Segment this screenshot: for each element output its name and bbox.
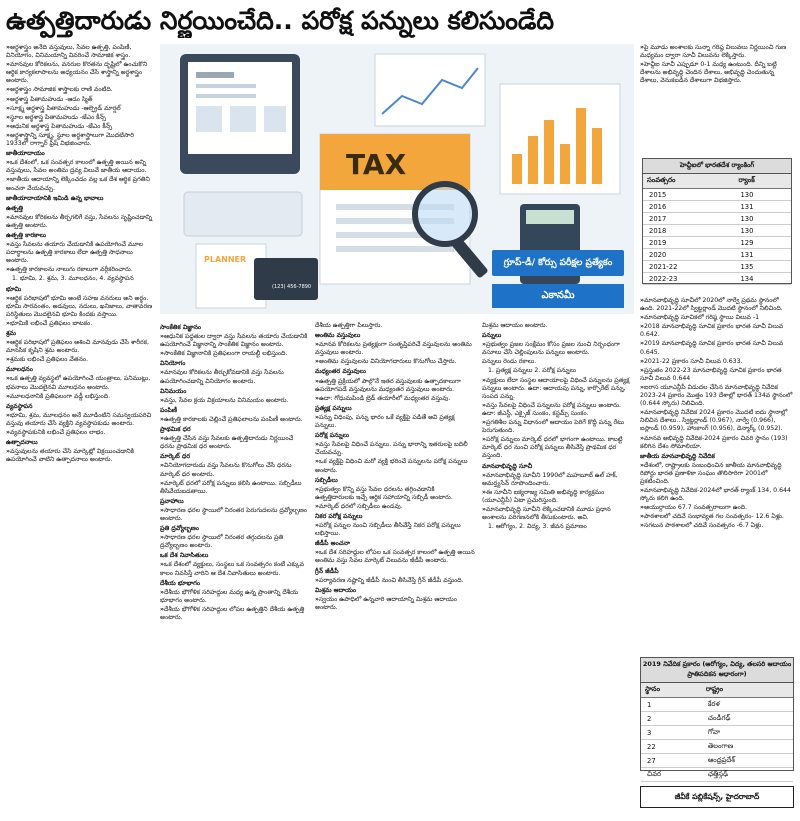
table-cell: 22 — [641, 740, 702, 754]
paragraph: » 2019 మానవాభివృద్ధి సూచిక ప్రకారం భారత సూచీ విలువ 0.645. — [640, 340, 794, 356]
year-rank-row — [643, 225, 791, 237]
paragraph: » మానవాభివృద్ధి సూచికలో గరిష్ఠ స్థాయి విలువ -1 — [640, 314, 794, 322]
paragraph: » పరోక్ష పన్నులు మార్కెట్ ధరలో భాగంగా ఉంటాయి. కాబట్టి మార్కెట్ ధర నుంచి పరోక్ష పన్నులు తీసివేస్తే ప్రాథమిక ధర వస్తుంది. — [482, 436, 632, 460]
paragraph: » వస్తు సేవలను తయారు చేయడానికి ఉపయోగించే మూల పదార్థాలను ఉత్పత్తి కారకాలు లేదా ఉత్పత్తి సాధనాలు అంటారు. — [6, 241, 154, 265]
paragraph: » ఒక దేశ సరిహద్దుల లోపల ఒక సంవత్సర కాలంలో ఉత్పత్తి అయిన అంతిమ వస్తు సేవల మార్కెట్ విలువను జీడీపీ అంటారు. — [315, 549, 475, 565]
paragraph: » ఆధునిక అర్థశాస్త్ర పితామహుడు -జేఎం కీన్స్ — [6, 123, 154, 131]
paragraph: 1. భూమి, 2. శ్రమ, 3. మూలధనం, 4. వ్యవస్థాపన — [12, 275, 134, 283]
paragraph: » స్థూల అర్థశాస్త్ర పితామహుడు -జేఎం కీన్స్ — [6, 114, 154, 122]
section-heading: ప్రాథమిక ధర — [160, 426, 191, 434]
paragraph: » దేశంలో, రాష్ట్రాలకు సంబంధించిన జాతీయ మానవాభివృద్ధి రిపోర్టు భారత ప్రణాళికా సంఘం తొలిసారిగా 2001లో ప్రకటించింది. — [640, 462, 794, 486]
paragraph: » ఐరాస యూఎన్డీపీ విడుదల చేసిన మానవాభివృద్ధి నివేదిక 2023-24 ప్రకారం మొత్తం 193 దేశాల్లో భారత్ 134వ స్థానంలో (0.644 స్కోరు) నిలిచింది. — [640, 384, 794, 408]
paragraph: » వస్తువులను తయారు చేసి మార్కెట్లో విక్రయించడానికి ఉపయోగించే వాటిని ఉత్పాదనాలు అంటారు. — [6, 448, 154, 464]
paragraph: » 2021-22 ప్రకారం సూచీ విలువ 0.633. — [640, 358, 794, 366]
section-heading: వినిమయం — [160, 387, 187, 395]
table-cell: కేరళ — [702, 698, 793, 712]
state-ranking-title: 2019 నివేదిక ప్రకారం (ఆరోగ్యం, విద్య, తలసరి ఆదాయం ప్రాతిపదికన ఆధారంగా) — [641, 658, 793, 683]
badge-group-d: గ్రూప్-డీ/ కోర్సు పరీక్షల ప్రత్యేకం — [492, 250, 624, 276]
table-cell: 2015 — [643, 189, 734, 201]
section-heading: ఉత్పత్తి — [6, 204, 23, 212]
paragraph: » ఒక వ్యక్తిపై విధించి మరో వ్యక్తి భరించే పన్నులను పరోక్ష పన్నులు అంటారు. — [315, 458, 475, 474]
table-cell: 135 — [734, 261, 791, 273]
state-row — [641, 754, 793, 768]
section-heading: దేశీయ భూభాగం — [160, 579, 201, 587]
col-header-year: సంవత్సరం — [643, 174, 734, 189]
section-heading: అంతిమ వస్తువులు — [315, 332, 361, 340]
paragraph: » అంతిమ వస్తువులను వినియోగదారులు కొనుగోలు చేస్తారు. — [315, 358, 475, 366]
paragraph: » మానవుల కోరికలను, వనరుల కొరతను దృష్టిలో ఉంచుకొని ఆర్థిక కార్యకలాపాలను అధ్యయనం చేసే శాస్త్రాన్ని అర్థశాస్త్రం అంటారు. — [6, 61, 154, 85]
paragraph: మిశ్రమ ఆదాయం అంటారు. — [482, 322, 548, 329]
section-heading: పంపిణీ — [160, 406, 178, 414]
paragraph: » ఒక దేశంలో, ఒక సంవత్సర కాలంలో ఉత్పత్తి అయిన అన్ని వస్తువులు, సేవల అంతిమ ద్రవ్య విలువే జాతీయ ఆదాయం. — [6, 159, 154, 175]
section-heading: వినియోగం — [160, 360, 186, 368]
paragraph: » భూమి, శ్రమ, మూలధనం అనే మూడింటిని సమన్వయపరిచి వస్తువు తయారు చేసే వ్యక్తిని వ్యవస్థాపకుడు అంటారు. — [6, 412, 154, 428]
paragraph: » ఒక దేశంలో వ్యక్తులు, సంస్థలు ఒక సంవత్సరం కంటే ఎక్కువ కాలం నివసిస్తే వారిని ఆ దేశ నివాసితులు అంటారు. — [160, 561, 308, 577]
table-cell: 2018 — [643, 225, 734, 237]
paragraph: » అర్థశాస్త్రాన్ని సూక్ష్మ, స్థూల అర్థశాస్త్రాలుగా మొదటిసారి 1933లో రాగ్నార్ ఫ్రిష్ విభజించారు. — [6, 132, 154, 148]
paragraph: » మానవాభివృద్ధి సూచీలో 2020లో నార్వే ప్రథమ స్థానంలో ఉంది. 2021-22లో స్విట్జర్లాండ్ మొదటి స్థానంలో నిలిచింది. — [640, 297, 794, 313]
table-cell: ఛత్తీస్గఢ్ — [702, 768, 793, 782]
paragraph: 1. ఆరోగ్యం, 2. విద్య, 3. జీవన ప్రమాణం — [488, 523, 587, 531]
section-heading: మానవాభివృద్ధి సూచీ — [482, 462, 533, 470]
article-column-3 — [315, 322, 475, 814]
section-heading: పరోక్ష పన్నులు — [315, 432, 350, 440]
table-cell: 2022-23 — [643, 273, 734, 285]
paragraph: » సగటున పాఠశాలలో చదివే సంవత్సరం -6.7 ఏళ్లు. — [640, 522, 794, 530]
article-column-2 — [160, 322, 308, 814]
paragraph: » మానవుల కోరికలను తీర్చగలిగే వస్తు, సేవలను సృష్టించడాన్ని ఉత్పత్తి అంటారు. — [6, 214, 154, 230]
table-cell: 2019 — [643, 237, 734, 249]
paragraph: » ప్రగతిశీల పన్ను విధానంలో ఆదాయం పెరిగే కొద్దీ పన్ను రేటు పెరుగుతుంది. — [482, 419, 632, 435]
section-heading: శ్రమ — [6, 330, 16, 337]
paragraph: » హెచ్డీఐ సూచీ ఎప్పుడూ 0-1 మధ్య ఉంటుంది. దీన్ని బట్టి దేశాలను అభివృద్ధి చెందిన దేశాలు, అభివృద్ధి చెందుతున్న దేశాలు, వెనుకబడిన దేశాలుగా విభజిస్తారు. — [640, 61, 794, 85]
paragraph: » ఉత్పత్తి కారకాలకు చెల్లించే ప్రతిఫలాలను పంపిణీ అంటారు. — [160, 416, 308, 424]
table-cell: ఆంధ్రప్రదేశ్ — [702, 754, 793, 768]
paragraph: » అర్థశాస్త్రం సామాజిక శాస్త్రాలకు రాణి వంటిది. — [6, 86, 154, 94]
section-heading: గ్రీన్ జీడీపీ — [315, 567, 339, 575]
paragraph: » వస్తు సేవలపై విధించే పన్నులు. పన్ను భారాన్ని ఇతరులపై బదిలీ చేయవచ్చు. — [315, 441, 475, 457]
table-cell: 3 — [641, 726, 702, 740]
section-heading: జాతీయాదాయానికి ఇమిడి ఉన్న భావాలు — [6, 194, 104, 202]
table-cell: 2 — [641, 712, 702, 726]
paragraph: » ఆధునిక పద్ధతుల ద్వారా వస్తు సేవలను తయారు చేయడానికి ఉపయోగించే విజ్ఞానాన్ని సాంకేతిక విజ్ఞానం అంటారు. — [160, 333, 308, 349]
section-heading: జాతీయాదాయం — [6, 150, 45, 158]
year-rank-row — [643, 249, 791, 261]
table-cell: 2020 — [643, 249, 734, 261]
section-heading: నికర పరోక్ష పన్నులు — [315, 512, 363, 520]
paragraph: » మానవ కోరికలను ప్రత్యక్షంగా సంతృప్తిపరిచే వస్తువులను అంతిమ వస్తువులు అంటారు. — [315, 341, 475, 357]
section-heading: మూలధనం — [6, 366, 33, 374]
paragraph: » ఆర్థిక పరిభాషలో భూమి అంటే సహజ వనరులు అని అర్థం. భూమి సారవంతం, అడవులు, నదులు, ఖనిజాలు, వాతావరణ పరిస్థితులు మొదలైనవి భూమి కిందకు వస్తాయి. — [6, 295, 154, 319]
table-cell: చండీగఢ్ — [702, 712, 793, 726]
state-ranking-table — [640, 657, 794, 778]
table-cell: 131 — [734, 201, 791, 213]
table-cell: గోవా — [702, 726, 793, 740]
tax-text: TAX — [346, 148, 407, 181]
paragraph: » వ్యవస్థాపకునికి లభించే ప్రతిఫలం లాభం. — [6, 429, 154, 437]
state-row — [641, 698, 793, 712]
table-cell: 1 — [641, 698, 702, 712]
headline: ఉత్పత్తిదారుడు నిర్ణయించేది.. పరోక్ష పన్నులు కలిసుండేది — [6, 6, 555, 35]
table-cell: 130 — [734, 225, 791, 237]
paragraph: » శ్రమకు లభించే ప్రతిఫలం వేతనం. — [6, 356, 154, 364]
paragraph: » మానవాభివృద్ధి నివేదిక-2024లో భారత్ ర్యాంక్ 134, 0.644 స్కోరు కలిగి ఉంది. — [640, 487, 794, 503]
state-row — [641, 740, 793, 754]
year-rank-row — [643, 273, 791, 285]
paragraph: » ఉత్పత్తి చేసిన వస్తు సేవలకు ఉత్పత్తిదారుడు నిర్ణయించే ధరను ప్రాథమిక ధర అంటారు. — [160, 435, 308, 451]
paragraph: » మానవాభివృద్ధి నివేదిక 2024 ప్రకారం మొదటి ఐదు స్థానాల్లో నిలిచిన దేశాలు.. స్విట్జర్లాండ్ (0.967), నార్వే (0.966), ఐస్లాండ్ (0.959), హాంకాంగ్ (0.956), డెన్మార్క్ (0.952). — [640, 409, 794, 433]
paragraph: » ఈ సూచీని ఐక్యరాజ్య సమితి అభివృద్ధి కార్యక్రమం (యూఎన్డీపీ) ఏటా ప్రచురిస్తుంది. — [482, 489, 632, 505]
section-heading: మార్కెట్ ధర — [160, 453, 191, 461]
section-heading: ప్రతి ద్రవ్యోల్బణం — [160, 525, 200, 533]
paragraph: » స్వయం ఉపాధిలో ఉన్నవారి ఆదాయాన్ని మిశ్రమ ఆదాయం అంటారు. — [315, 596, 475, 612]
paragraph: » పన్ను విధింపు, పన్ను భారం ఒకే వ్యక్తిపై పడితే అవి ప్రత్యక్ష పన్నులు. — [315, 414, 475, 430]
table-cell: తెలంగాణ — [702, 740, 793, 754]
paragraph: » మానవ అభివృద్ధి నివేదిక-2024 ప్రకారం చివరి స్థానం (193) కలిగిన దేశం సోమాలియా. — [640, 435, 794, 451]
year-rank-row — [643, 189, 791, 201]
hdi-ranking-title: హెచ్డీఐలో భారతదేశ ర్యాంకింగ్ — [643, 159, 791, 174]
paragraph: » ఒక ఉత్పత్తి వ్యవస్థలో ఉపయోగించే యంత్రాలు, పనిముట్లు, భవనాలు మొదలైనవి మూలధనం అంటారు. — [6, 375, 154, 391]
section-heading: ఉత్పాదనాలు — [6, 439, 38, 447]
paragraph: » మార్కెట్ ధరలో పరోక్ష పన్నులు కలిసి ఉంటాయి. సబ్సిడీలు తీసివేయబడతాయి. — [160, 480, 308, 496]
paragraph: » పై మూడు అంశాలకు సున్నా గరిష్ఠ విలువలు నిర్ణయించి గుణ మధ్యమం ద్వారా సూచీ విలువను లెక్కిస్తారు. — [640, 44, 794, 60]
publisher-credit: జీవీకే పబ్లికేషన్స్, హైదరాబాద్ — [640, 786, 794, 808]
paragraph: » ఆయుర్దాయం 67.7 సంవత్సరాలుగా ఉంది. — [640, 504, 794, 512]
paragraph: » మూలధనానికి ప్రతిఫలంగా వడ్డీ లభిస్తుంది. — [6, 393, 154, 401]
state-row — [641, 712, 793, 726]
table-cell: 131 — [734, 249, 791, 261]
paragraph: పన్నులు రెండు రకాలు. — [482, 358, 537, 366]
paragraph: » ఉదా: గోధుమపిండి బ్రెడ్ తయారీలో మధ్యంతర వస్తువు. — [315, 395, 475, 403]
table-cell: 2017 — [643, 213, 734, 225]
paragraph: » మార్కెట్ ధరలో సబ్సిడీలు ఉండవు. — [315, 503, 475, 511]
state-row — [641, 768, 793, 782]
paragraph: » దేశీయ భౌగోళిక సరిహద్దుల మధ్య ఉన్న ప్రాంతాన్ని దేశీయ భూభాగం అంటారు. — [160, 589, 308, 605]
paragraph: » సూక్ష్మ అర్థశాస్త్ర పితామహుడు -ఆల్ఫ్రెడ్ మార్షల్ — [6, 105, 154, 113]
card-text: (123) 456-7890 — [272, 284, 312, 290]
section-heading: వ్యవస్థాపన — [6, 402, 33, 410]
col-header-position: స్థానం — [641, 683, 702, 698]
year-rank-row — [643, 201, 791, 213]
col-header-state: రాష్ట్రం — [702, 683, 793, 698]
section-heading: సబ్సిడీలు — [315, 476, 338, 484]
col-header-rank: ర్యాంక్ — [734, 174, 791, 189]
badge-economy: ఎకానమీ — [492, 284, 624, 308]
section-heading: జాతీయ మానవాభివృద్ధి నివేదిక — [640, 452, 715, 460]
year-rank-row — [643, 213, 791, 225]
article-column-6 — [640, 297, 794, 572]
paragraph: » వస్తు, సేవల క్రయ విక్రయాలను వినిమయం అంటారు. — [160, 397, 308, 405]
section-heading: పన్నులు — [482, 332, 502, 340]
magnifier-icon — [415, 184, 475, 244]
planner-text: PLANNER — [204, 255, 247, 264]
year-rank-row — [643, 261, 791, 273]
table-cell: 129 — [734, 237, 791, 249]
paragraph: » భూమికి లభించే ప్రతిఫలం బాటకం. — [6, 320, 154, 328]
section-heading: మిశ్రమ ఆదాయం — [315, 586, 357, 594]
section-heading: మధ్యంతర వస్తువులు — [315, 368, 366, 376]
table-cell: 130 — [734, 213, 791, 225]
paragraph: » మానవాభివృద్ధి సూచీని 1990లో మహబూబ్ ఉల్ హక్, అమర్త్యసేన్ రూపొందించారు. — [482, 472, 632, 488]
paragraph: » మానవాభివృద్ధి సూచీని లెక్కించడానికి మూడు ప్రధాన అంశాలను పరిగణనలోకి తీసుకుంటారు. అవి. — [482, 506, 632, 522]
paragraph: » అర్థశాస్త్రం అనేది వస్తువులు, సేవల ఉత్పత్తి, పంపిణీ, వినియోగం, వినిమయాన్ని వివరించే సామాజిక శాస్త్రం. — [6, 44, 154, 60]
paragraph: » దేశీయ భౌగోళిక సరిహద్దుల లోపల ఉత్పత్తిని దేశీయ ఉత్పత్తి అంటారు. — [160, 606, 308, 622]
section-heading: ప్రవాహాలు — [160, 497, 184, 505]
state-row — [641, 726, 793, 740]
hdi-ranking-table — [642, 158, 792, 284]
paragraph: » అర్థశాస్త్ర పితామహుడు -ఆడం స్మిత్ — [6, 96, 154, 104]
paragraph: » మానవుల కోరికలను తీర్చుకోవడానికి వస్తు సేవలను ఉపయోగించడాన్ని వినియోగం అంటారు. — [160, 369, 308, 385]
paragraph: » ప్రభుత్వం ప్రజల సంక్షేమం కోసం ప్రజల నుంచి నిర్బంధంగా వసూలు చేసే చెల్లింపులను పన్నులు అంటారు. — [482, 341, 632, 357]
table-cell: 130 — [734, 189, 791, 201]
paragraph: » ఉత్పత్తి కారకాలను నాలుగు రకాలుగా వర్గీకరించారు. — [6, 266, 154, 274]
paragraph: » 2018 మానవాభివృద్ధి సూచిక ప్రకారం భారత సూచీ విలువ 0.642. — [640, 323, 794, 339]
paragraph: » పాఠశాలలో చదివే సంభావ్యత గల సంవత్సరం- 12.6 ఏళ్లు. — [640, 513, 794, 521]
paragraph: » ఉత్పత్తి ప్రక్రియలో పాల్గొనే ఇతర వస్తువులకు ఉత్పాదకాలుగా ఉపయోగపడే వస్తువులను మధ్యంతర వస్తువులు అంటారు. — [315, 378, 475, 394]
table-cell: 2016 — [643, 201, 734, 213]
paragraph: » పర్యావరణ నష్టాన్ని జీడీపీ నుంచి తీసివేస్తే గ్రీన్ జీడీపీ వస్తుంది. — [315, 577, 475, 585]
paragraph: » సాధారణ ధరల స్థాయిలో నిరంతర తగ్గుదలను ప్రతి ద్రవ్యోల్బణం అంటారు. — [160, 534, 308, 550]
article-column-4 — [482, 322, 632, 814]
paragraph: » ఆర్థిక పరిభాషలో ప్రతిఫలం ఆశించి మానవుడు చేసే శారీరక, మానసిక కృషిని శ్రమ అంటారు. — [6, 339, 154, 355]
section-heading: జీడీపీ అంచనా — [315, 540, 350, 548]
paragraph: దేశీయ ఉత్పత్తిగా పిలుస్తారు. — [315, 322, 383, 329]
section-heading: భూమి — [6, 285, 22, 293]
paragraph: 1. ప్రత్యక్ష పన్నులు 2. పరోక్ష పన్నులు — [488, 367, 577, 375]
paragraph: » ప్రభుత్వం కొన్ని వస్తు సేవల ధరలను తగ్గించడానికి ఉత్పత్తిదారులకు ఇచ్చే ఆర్థిక సహాయాన్ని సబ్సిడీ అంటారు. — [315, 486, 475, 502]
table-cell: 2021-22 — [643, 261, 734, 273]
paragraph: » సాంకేతిక విజ్ఞానానికి ప్రతిఫలంగా రాయల్టీ లభిస్తుంది. — [160, 350, 308, 358]
paragraph: » పరోక్ష పన్నుల నుంచి సబ్సిడీలు తీసివేస్తే నికర పరోక్ష పన్నులు లభిస్తాయి. — [315, 522, 475, 538]
table-cell: చివర — [641, 768, 702, 782]
year-rank-row — [643, 237, 791, 249]
table-cell: 134 — [734, 273, 791, 285]
table-cell: 27 — [641, 754, 702, 768]
paragraph: » ప్రస్తుతం 2022-23 మానవాభివృద్ధి సూచిక ప్రకారం భారత సూచీ విలువ 0.644 — [640, 367, 794, 383]
paragraph: » జాతీయ ఆదాయాన్ని లెక్కించడం వల్ల ఒక దేశ ఆర్థిక ప్రగతిని అంచనా వేయవచ్చు. — [6, 176, 154, 192]
article-column-1 — [6, 44, 154, 814]
section-heading: ఒక దేశ నివాసితులు — [160, 552, 209, 560]
section-heading: సాంకేతిక విజ్ఞానం — [160, 324, 202, 331]
paragraph: » సాధారణ ధరల స్థాయిలో నిరంతర పెరుగుదలను ద్రవ్యోల్బణం అంటారు. — [160, 507, 308, 523]
section-heading: ప్రత్యక్ష పన్నులు — [315, 404, 352, 412]
paragraph: » వ్యక్తులు లేదా సంస్థల ఆదాయాలపై విధించే పన్నులను ప్రత్యక్ష పన్నులు అంటారు. ఉదా: ఆదాయపు పన్ను, కార్పొరేట్ పన్ను, సంపద పన్ను. — [482, 377, 632, 401]
section-heading: ఉత్పత్తి కారకాలు — [6, 231, 47, 239]
paragraph: » వస్తు సేవలపై విధించే పన్నులను పరోక్ష పన్నులు అంటారు. ఉదా: జీఎస్టీ, ఎక్సైజ్ సుంకం, కస్టమ్స్ సుంకం. — [482, 402, 632, 418]
paragraph: » వినియోగదారుడు వస్తు సేవలను కొనుగోలు చేసే ధరను మార్కెట్ ధర అంటారు. — [160, 462, 308, 478]
